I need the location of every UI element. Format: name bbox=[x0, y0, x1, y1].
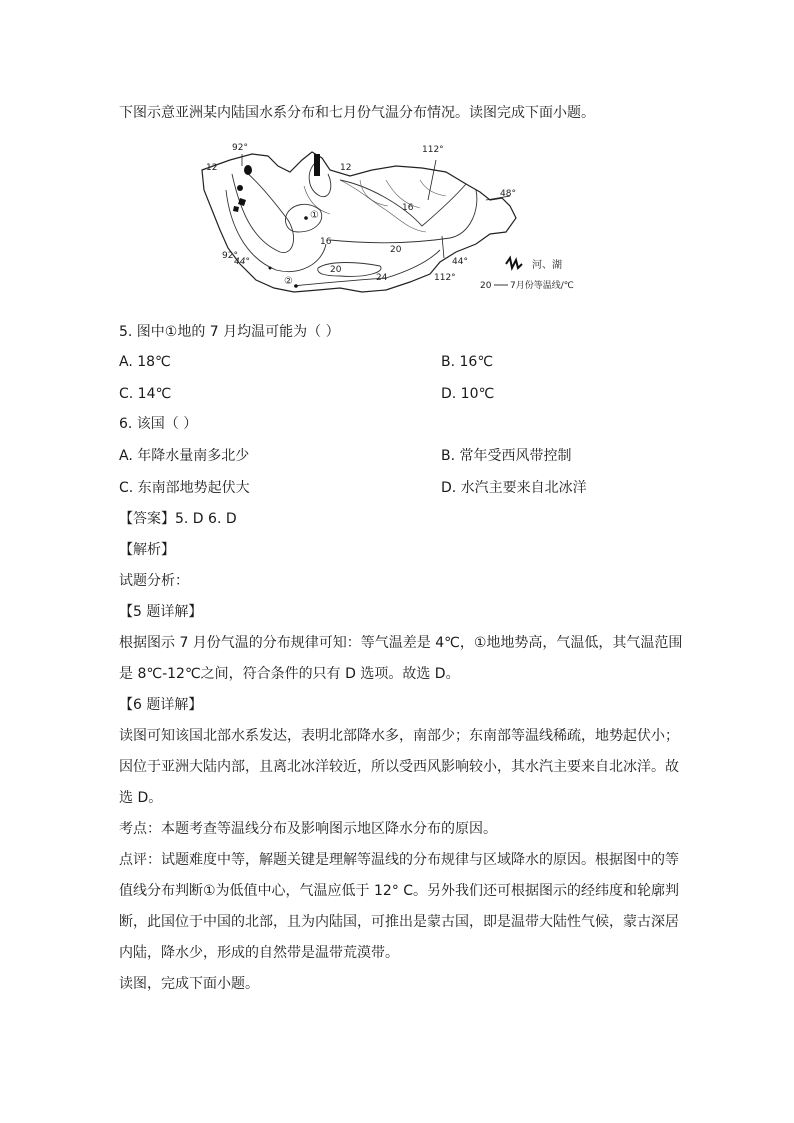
isotherm-label: 20 bbox=[390, 245, 402, 255]
q5-option-c: C. 14℃ bbox=[119, 386, 172, 402]
point-1-label: ① bbox=[310, 210, 319, 221]
isotherm-label: 16 bbox=[402, 203, 414, 213]
legend-iso-value: 20 bbox=[480, 281, 492, 291]
isotherm-12-west bbox=[232, 172, 294, 253]
q6-detail-line: 读图可知该国北部水系发达，表明北部降水多，南部少；东南部等温线稀疏，地势起伏小； bbox=[119, 728, 679, 744]
lon-label-92-bottom: 92° bbox=[222, 251, 238, 261]
q5-stem: 5. 图中①地的 7 月均温可能为（ ） bbox=[119, 324, 340, 340]
q6-option-b: B. 常年受西风带控制 bbox=[441, 448, 572, 464]
q6-detail-title: 【6 题详解】 bbox=[119, 697, 203, 713]
lake bbox=[244, 165, 252, 175]
q6-option-a: A. 年降水量南多北少 bbox=[119, 448, 250, 464]
kaodian-line: 考点：本题考查等温线分布及影响图示地区降水分布的原因。 bbox=[119, 821, 497, 837]
isotherm-24 bbox=[294, 250, 440, 286]
analysis-intro: 试题分析： bbox=[119, 573, 189, 589]
q6-option-c: C. 东南部地势起伏大 bbox=[119, 480, 250, 496]
meridian-112 bbox=[428, 160, 436, 200]
q5-option-a: A. 18℃ bbox=[119, 354, 171, 370]
q5-option-b: B. 16℃ bbox=[441, 354, 494, 370]
isotherm-20-south bbox=[318, 263, 381, 277]
isotherm-12-north bbox=[309, 164, 331, 197]
lake bbox=[233, 198, 246, 212]
lat-label-44-left: 44° bbox=[234, 257, 250, 267]
next-intro: 读图，完成下面小题。 bbox=[119, 976, 259, 992]
isotherm-20 bbox=[330, 190, 477, 243]
dianping-line: 断，此国位于中国的北部，且为内陆国，可推出是蒙古国，即是温带大陆性气候，蒙古深居 bbox=[119, 914, 679, 930]
q5-detail-line: 根据图示 7 月份气温的分布规律可知：等气温差是 4℃，①地地势高，气温低，其气温范围 bbox=[119, 635, 683, 651]
lake bbox=[314, 154, 320, 176]
point-2-dot bbox=[294, 284, 298, 288]
lake bbox=[237, 185, 243, 191]
mongolia-map bbox=[190, 140, 600, 300]
q6-detail-line: 选 D。 bbox=[119, 790, 163, 806]
answer-line: 【答案】5. D 6. D bbox=[119, 511, 237, 527]
q6-stem: 6. 该国（ ） bbox=[119, 416, 198, 432]
dianping-line: 值线分布判断①为低值中心，气温应低于 12° C。另外我们还可根据图示的经纬度和轮廓判 bbox=[119, 883, 680, 899]
dianping-line: 点评：试题难度中等，解题关键是理解等温线的分布规律与区域降水的原因。根据图中的等 bbox=[119, 852, 679, 868]
point-2-label: ② bbox=[284, 276, 293, 287]
lon-label-112-top: 112° bbox=[422, 145, 444, 155]
q6-option-d: D. 水汽主要来自北冰洋 bbox=[441, 480, 587, 496]
legend-iso-text: 7月份等温线/℃ bbox=[510, 281, 574, 291]
lat-label-44-right: 44° bbox=[452, 257, 468, 267]
q5-detail-line: 是 8℃-12℃之间，符合条件的只有 D 选项。故选 D。 bbox=[119, 666, 460, 682]
dianping-line: 内陆，降水少，形成的自然带是温带荒漠带。 bbox=[119, 945, 399, 961]
isotherm-label: 12 bbox=[340, 163, 352, 173]
analysis-title: 【解析】 bbox=[119, 542, 175, 558]
legend-river-text: 河、湖 bbox=[532, 260, 562, 271]
q5-detail-title: 【5 题详解】 bbox=[119, 604, 203, 620]
point-1-dot bbox=[304, 216, 308, 220]
intro-text: 下图示意亚洲某内陆国水系分布和七月份气温分布情况。读图完成下面小题。 bbox=[119, 105, 595, 121]
isotherm-label: 12 bbox=[206, 163, 218, 173]
point-w-dot bbox=[269, 267, 272, 270]
lon-label-112-bottom: 112° bbox=[434, 273, 456, 283]
isotherm-label: 16 bbox=[320, 237, 332, 247]
lat-label-48: 48° bbox=[500, 189, 516, 199]
isotherm-label: 20 bbox=[330, 265, 342, 275]
isotherm-label: 24 bbox=[376, 273, 388, 283]
q5-option-d: D. 10℃ bbox=[441, 386, 495, 402]
lon-label-92-top: 92° bbox=[232, 143, 248, 153]
river bbox=[420, 180, 446, 196]
q6-detail-line: 因位于亚洲大陆内部，且离北冰洋较近，所以受西风影响较小，其水汽主要来自北冰洋。故 bbox=[119, 759, 679, 775]
legend-river-symbol bbox=[506, 258, 522, 268]
